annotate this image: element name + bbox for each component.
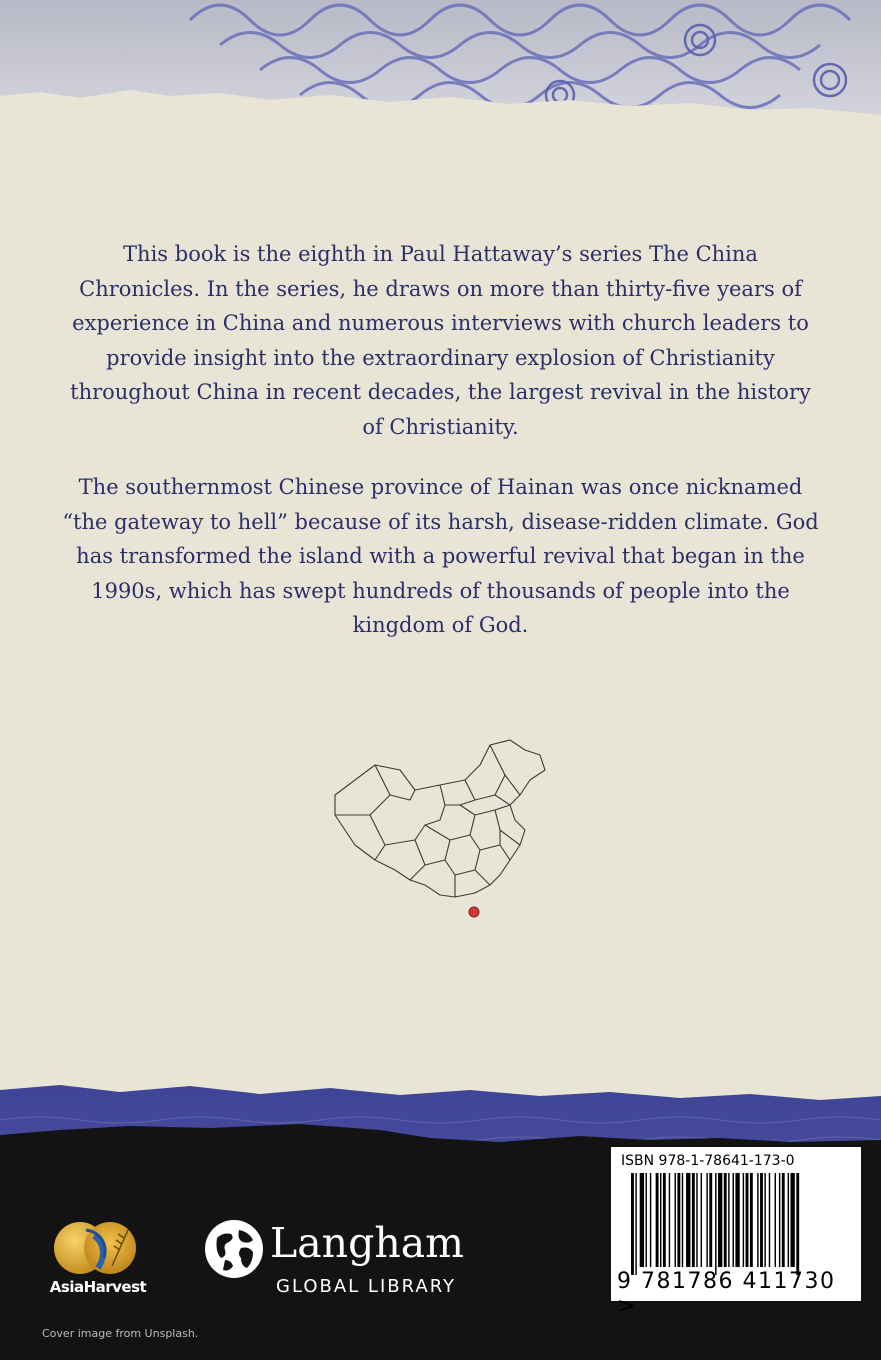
barcode-bar — [746, 1173, 749, 1267]
barcode-bar — [675, 1173, 676, 1267]
barcode-bar — [728, 1173, 729, 1267]
barcode-bar — [779, 1173, 780, 1267]
barcode-bar — [764, 1173, 765, 1267]
barcode-bar — [782, 1173, 785, 1267]
barcode-digits: 9 781786 411730 > — [617, 1269, 836, 1319]
barcode-bar — [650, 1173, 651, 1267]
barcode-bar — [796, 1173, 799, 1275]
cover-image-credit: Cover image from Unsplash. — [42, 1327, 199, 1340]
barcode-bar — [769, 1173, 770, 1267]
barcode-bar — [709, 1173, 712, 1267]
langham-globe-icon — [203, 1218, 265, 1280]
barcode-bar — [635, 1173, 636, 1275]
top-wave-band — [0, 0, 881, 140]
barcode-bar — [663, 1173, 666, 1267]
barcode-bar — [656, 1173, 659, 1267]
blurb — [60, 237, 821, 669]
barcode-bar — [692, 1173, 695, 1267]
barcode-bar — [682, 1173, 683, 1267]
barcode-bar — [706, 1173, 707, 1267]
barcode-bar — [686, 1173, 690, 1267]
isbn-label: ISBN 978-1-78641-173-0 — [621, 1153, 795, 1169]
barcode-bar — [750, 1173, 753, 1267]
barcode-bar — [677, 1173, 680, 1267]
blurb-paragraph-2: The southernmost Chinese province of Hainan was once nicknamed “the gateway to hell” because of its harsh, disease-ridden climate. God has transformed the island with a powerful revival that began in the 1990s, which has swept hundreds of thousands of people into the kingdom of God. — [62, 475, 819, 637]
barcode-bar — [718, 1173, 722, 1267]
barcode-bar — [660, 1173, 661, 1267]
barcode-bar — [757, 1173, 758, 1267]
barcode-bar — [631, 1173, 634, 1275]
china-province-map-icon — [330, 735, 552, 925]
barcode-bar — [701, 1173, 702, 1267]
barcode-bar — [724, 1173, 727, 1267]
barcode-bar — [775, 1173, 776, 1267]
barcode-bar — [715, 1173, 716, 1275]
asia-harvest-name: AsiaHarvest — [49, 1278, 147, 1296]
barcode-bar — [669, 1173, 670, 1267]
barcode-bar — [733, 1173, 734, 1267]
barcode-bar — [735, 1173, 739, 1267]
barcode-bar — [696, 1173, 697, 1267]
barcode-bar — [788, 1173, 789, 1267]
langham-name: Langham — [270, 1219, 465, 1267]
barcode-bar — [760, 1173, 763, 1267]
barcode-bar — [640, 1173, 644, 1267]
barcode-bar — [743, 1173, 744, 1267]
barcode-bar — [646, 1173, 647, 1267]
blurb-paragraph-1: This book is the eighth in Paul Hattaway’s series The China Chronicles. In the series, he draws on more than thirty-five years of experience in China and numerous interviews with church leaders to provide insight into the extraordinary explosion of Christianity throughout China in recent decades, the largest revival in the history of Christianity. — [70, 242, 811, 439]
barcode-bar — [791, 1173, 795, 1267]
langham-subtitle: GLOBAL LIBRARY — [276, 1276, 457, 1297]
isbn-barcode — [611, 1147, 861, 1319]
